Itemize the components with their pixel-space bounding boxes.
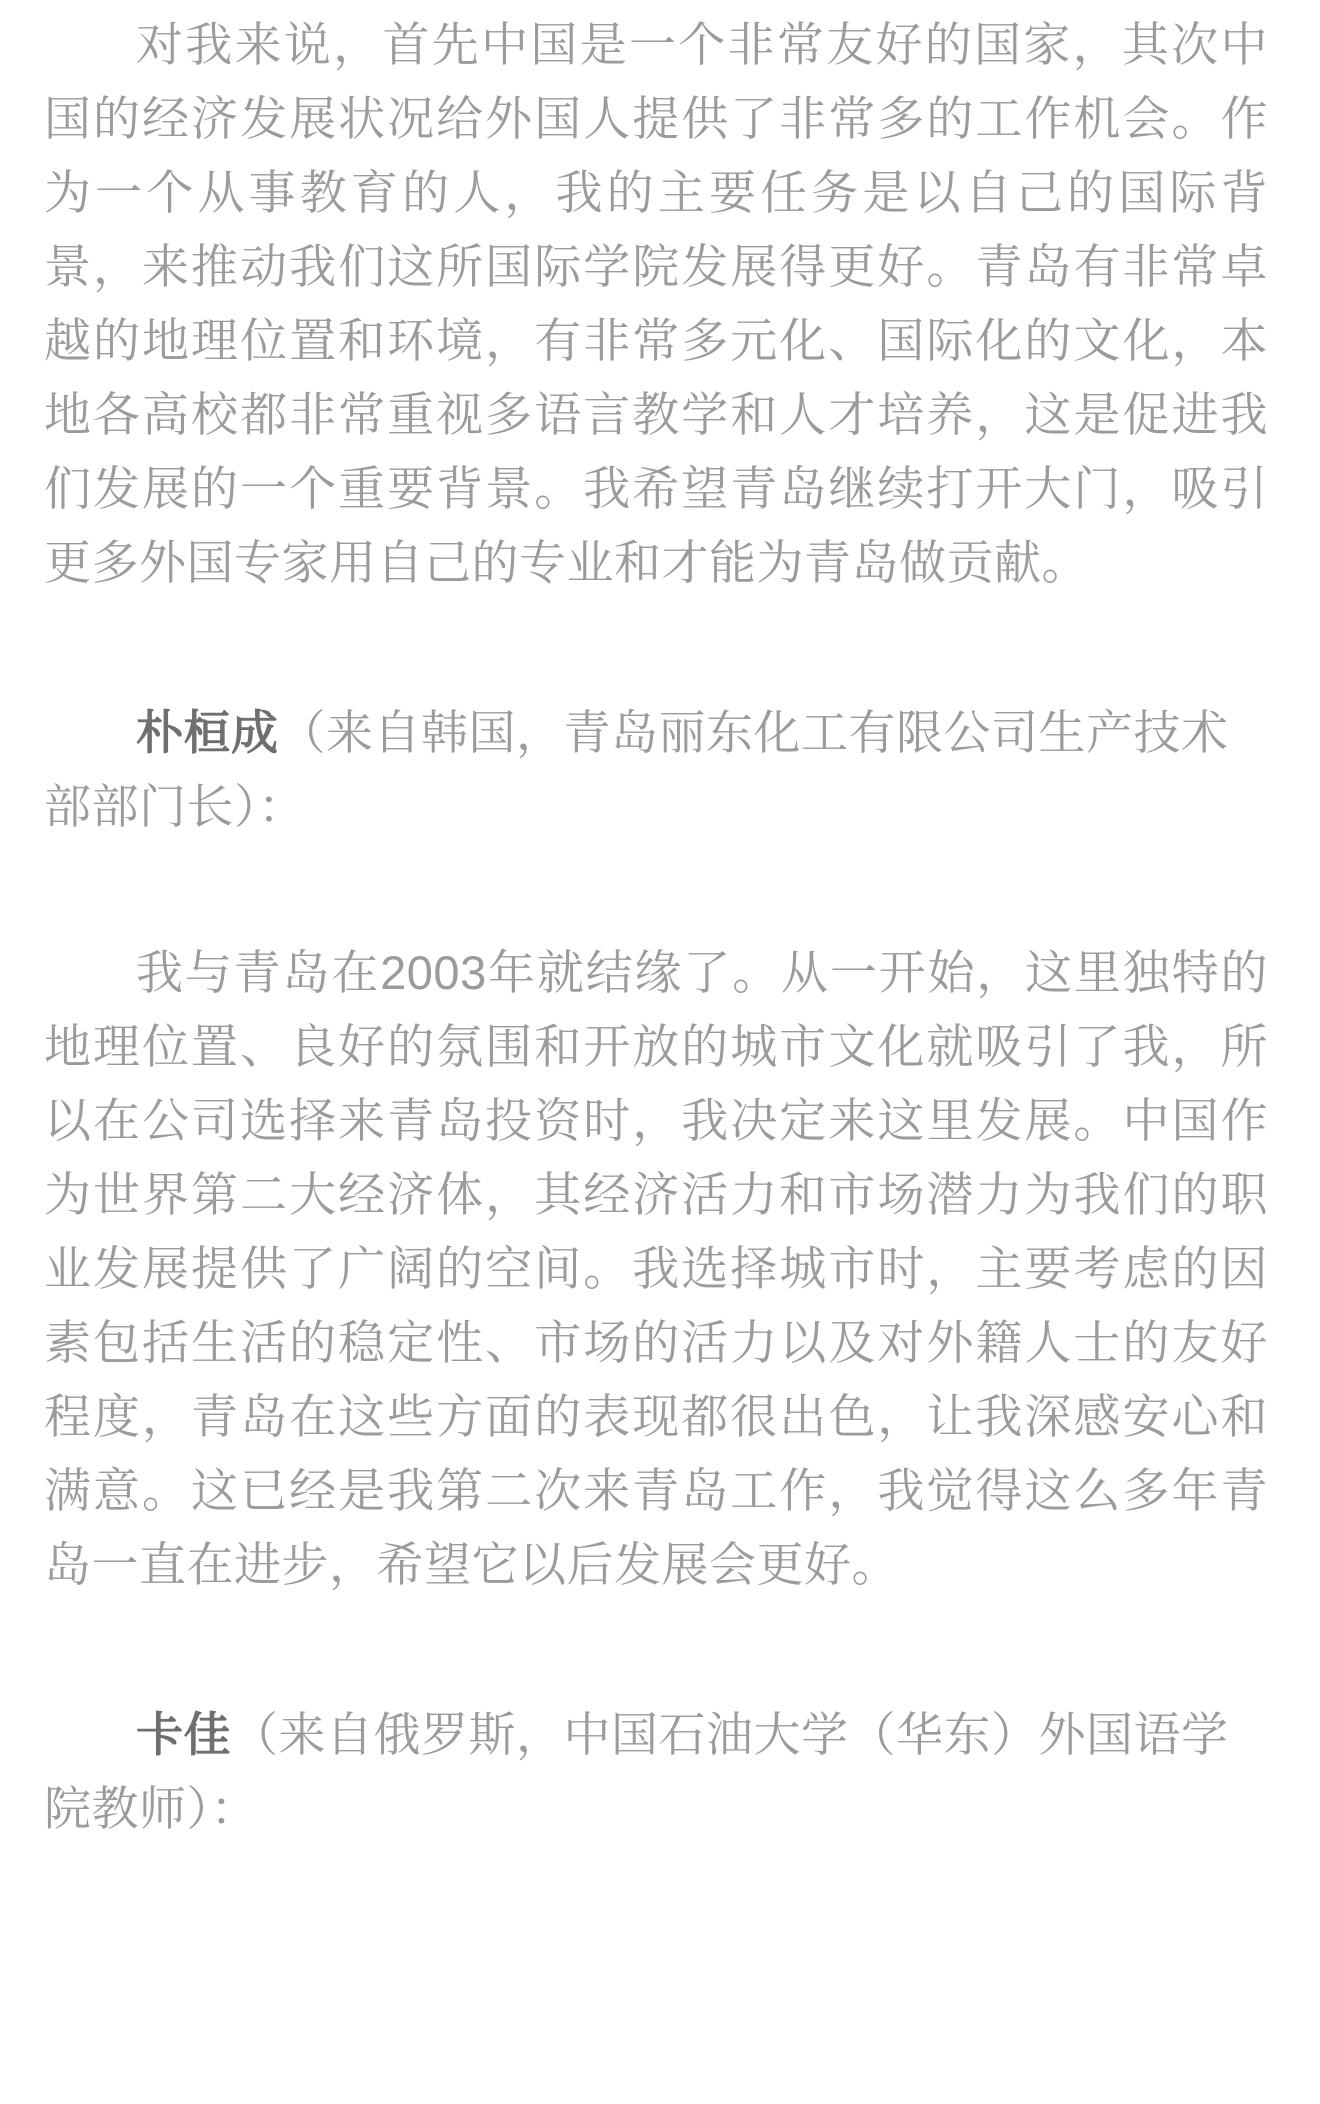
speaker-description: （来自韩国，青岛丽东化工有限公司生产技术部部门长）： xyxy=(44,706,1229,833)
paragraph-china-friendly-country: 对我来说，首先中国是一个非常友好的国家，其次中国的经济发展状况给外国人提供了非常多的工作机会。作为一个从事教育的人，我的主要任务是以自己的国际背景，来推动我们这所国际学院发展得更好。青岛有非常卓越的地理位置和环境，有非常多元化、国际化的文化，本地各高校都非常重视多语言教学和人才培养，这是促进我们发展的一个重要背景。我希望青岛继续打开大门，吸引更多外国专家用自己的专业和才能为青岛做贡献。 xyxy=(44,18,1268,589)
paragraph-spacer-3 xyxy=(44,1602,1268,1698)
paragraph-spacer-2 xyxy=(44,844,1268,936)
speaker-piao-huancheng xyxy=(44,696,1268,844)
speaker-description: （来自俄罗斯，中国石油大学（华东）外国语学院教师）： xyxy=(44,1708,1229,1835)
speaker-kajia xyxy=(44,1698,1268,1846)
paragraph-qingdao-since-2003: 我与青岛在2003年就结缘了。从一开始，这里独特的地理位置、良好的氛围和开放的城市文化就吸引了我，所以在公司选择来青岛投资时，我决定来这里发展。中国作为世界第二大经济体，其经济活力和市场潜力为我们的职业发展提供了广阔的空间。我选择城市时，主要考虑的因素包括生活的稳定性、市场的活力以及对外籍人士的友好程度，青岛在这些方面的表现都很出色，让我深感安心和满意。这已经是我第二次来青岛工作，我觉得这么多年青岛一直在进步，希望它以后发展会更好。 xyxy=(44,946,1268,1591)
article-body xyxy=(44,0,1268,1846)
speaker-name: 卡佳 xyxy=(136,1708,231,1761)
paragraph-spacer-1 xyxy=(44,600,1268,696)
speaker-name: 朴桓成 xyxy=(136,706,279,759)
